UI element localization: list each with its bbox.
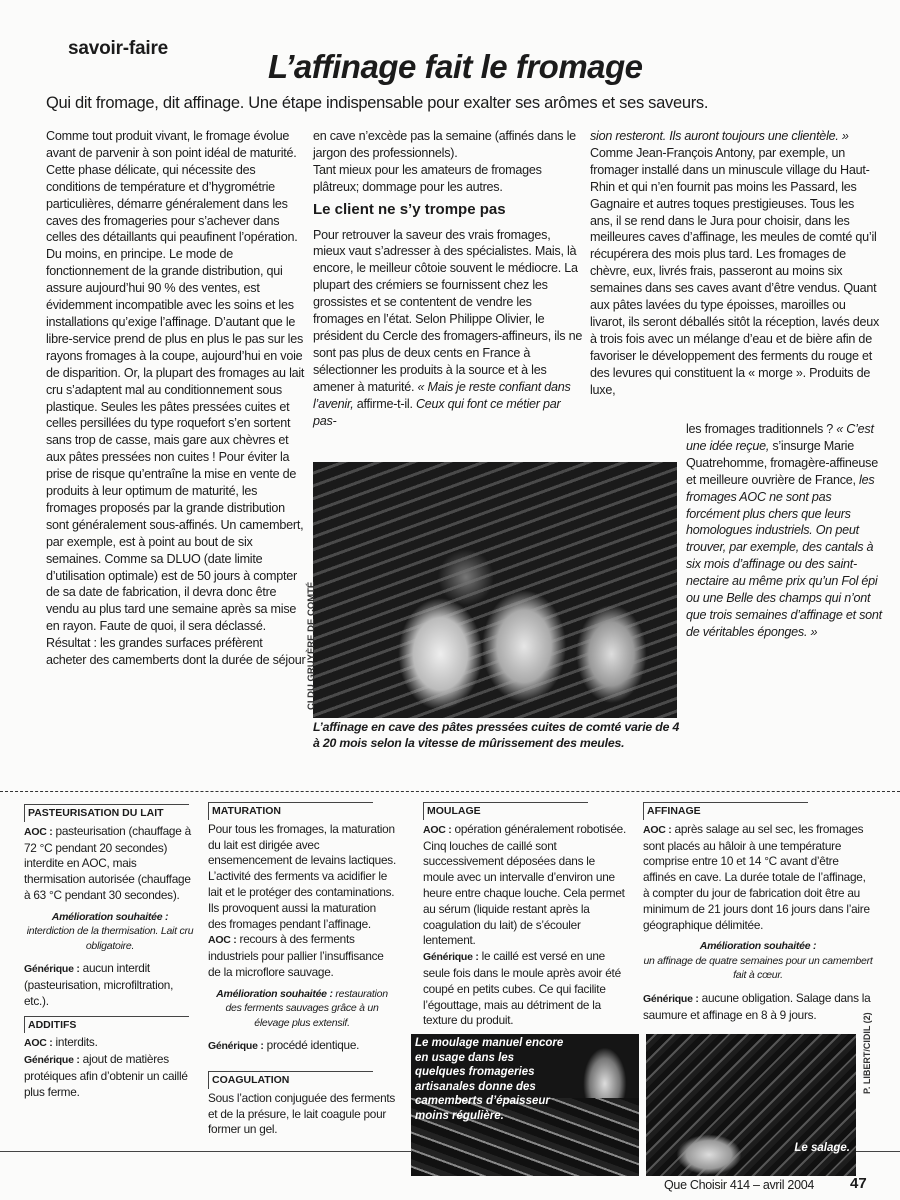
article-column-1 [46,128,306,669]
generic-text: le caillé est versé en une seule fois dans le moule après avoir été coupé en petits cubes. Ce qui facilite l’égouttage, mais au détriment de la texture du produit. [423,949,621,1028]
photo-credit [860,1012,874,1094]
improvement-note [643,939,873,983]
paragraph-text: affirme-t-il. [353,396,416,411]
generic-label: Générique : [423,951,479,964]
aoc-rule [24,1035,196,1052]
generic-rule [24,1052,196,1100]
photo-salting [646,1034,856,1176]
photo-credit-text: P. LIBERT/CIDIL (2) [862,1012,872,1094]
paragraph: Comme tout produit vivant, le fromage évolue avant de parvenir à son point idéal de maturité. Cette phase délicate, qui nécessite des conditions de température et d’hygrométrie particulières, démarre généralement dans les caves des fromageries pour s’achever dans celles des détaillants qui peaufinent l’opération. Du moins, en principe. Le mode de fonctionnement de la grande distribution, qui assure aujourd’hui 90 % des ventes, est évidemment incompatible avec les soins et les installations qu’exige l’affinage. D’autant que le libre-service prend de plus en plus le pas sur les rayons fromages à la coupe, aujourd’hui en voie de disparition. Or, la plupart des fromages au lait cru s’adaptent mal au conditionnement sous plastique. Seules les pâtes pressées cuites et celles persillées du type roquefort s’en sortent sans trop de casse, mais gare aux chèvres et aux pâtes pressées non cuites ! Pour éviter la prise de risque qu’entraîne la mise en vente de produits à leur optimum de maturité, les fromages proposés par la grande distribution sont généralement sous-affinés. Un camembert, par exemple, est à point au bout de six semaines. Comme sa DLUO (date limite d’utilisation optimale) est de 50 jours à compter de sa date de fabrication, il devra donc être vendu au plus tard une semaine après sa mise en rayon. Faute de quoi, il sera déclassé. Résultat : les grandes surfaces préfèrent acheter des camemberts dont la durée de séjour [46,129,306,668]
paragraph-text: s’insurge Marie Quatrehomme, fromagère-affineuse et meilleure ouvrière de France, [686,438,878,487]
generic-text: procédé identique. [263,1038,360,1053]
generic-label: Générique : [643,992,699,1005]
paragraph [590,128,880,399]
subheading: Le client ne s’y trompe pas [313,200,506,218]
photo-caption: L’affinage en cave des pâtes pressées cuites de comté varie de 4 à 20 mois selon la vitesse de mûrissement des meules. [313,720,680,750]
box-heading: MOULAGE [423,802,588,820]
photo-credit [305,581,319,710]
box-maturation [208,802,396,1138]
box-heading: AFFINAGE [643,802,808,820]
improvement-note [208,987,396,1031]
generic-label: Générique : [208,1040,264,1053]
box-heading: MATURATION [208,802,373,820]
quote: « C’est une idée reçue, [686,422,874,453]
aoc-rule [423,822,628,949]
box-affinage [643,802,873,1023]
improvement-note [24,910,196,954]
note-label: Amélioration souhaitée : [216,987,333,1000]
generic-text: ajout de matières protéiques afin d’obtenir un caillé plus ferme. [24,1052,188,1099]
quote: les fromages AOC ne sont pas forcément plus chers que leurs homologues industriels. On peut trouver, par exemple, des cantals à six mois d’affinage ou des saint-nectaire au même prix qu’un Fol épi ou une Belle des champs qui n’ont que trois semaines d’affinage et sont de véritables éponges. » [686,472,882,639]
article-lead: Qui dit fromage, dit affinage. Une étape indispensable pour exalter ses arômes et ses saveurs. [46,94,709,112]
photo-credit-text: CI DU GRUYÈRE DE COMTÉ [306,581,317,710]
section-rubric: savoir-faire [68,38,169,59]
aoc-text: recours à des ferments industriels pour pallier l’insuffisance de la microflore sauvage. [208,932,384,979]
aoc-rule [24,824,196,904]
generic-text: aucun interdit (pasteurisation, microfiltration, etc.). [24,961,174,1008]
aoc-rule [643,822,873,934]
note-label: Amélioration souhaitée : [51,910,169,923]
paragraph [313,227,583,430]
aoc-text: interdits. [52,1035,98,1050]
note-text: un affinage de quatre semaines pour un camembert fait à cœur. [643,954,873,982]
aoc-text: pasteurisation (chauffage à 72 °C pendant 20 secondes) interdite en AOC, mais thermisation autorisée (chauffage à 63 °C pendant 30 secondes). [24,823,191,902]
quote: Ceux qui font ce métier par pas- [313,396,561,428]
note-label: Amélioration souhaitée : [699,940,817,953]
aoc-label: AOC : [208,934,237,947]
box-text: Sous l’action conjuguée des ferments et de la présure, le lait coagule pour former un gel. [208,1090,396,1137]
photo-caption: Le salage. [794,1142,850,1154]
generic-label: Générique : [24,963,80,976]
generic-rule [423,949,628,1029]
footer-magazine: Que Choisir 414 – avril 2004 [664,1178,815,1192]
aoc-label: AOC : [24,825,53,838]
paragraph [686,421,886,641]
page-number: 47 [850,1175,867,1192]
paragraph-text: Pour retrouver la saveur des vrais fromages, mieux vaut s’adresser à des spécialistes. Mais, là encore, le meilleur côtoie souvent le médiocre. La plupart des crémiers se fournissent chez les grossistes et se contentent de vendre les fromages en l’état. Selon Philippe Olivier, le président du Cercle des fromagers-affineurs, ils ne sont pas plus de deux cents en France à sélectionner les produits à la source et à les amener à maturité. [313,227,583,394]
generic-rule [643,991,873,1024]
aoc-text: opération généralement robotisée. Cinq louches de caillé sont successivement déposées dans le moule avec un intervalle d’environ une heure entre chaque louche. Cela permet au sérum (liquide restant après la coagulation du lait) de s’écouler lentement. [423,821,626,948]
photo-caption: Le moulage manuel encore en usage dans les quelques fromageries artisanales donne des camemberts d’épaisseur moins régulière. [415,1037,564,1122]
box-pasteurisation [24,804,196,1101]
dashed-divider [0,791,900,792]
quote: « Mais je reste confiant dans l’avenir, [313,379,571,411]
paragraph-text: les fromages traditionnels ? [686,422,837,436]
generic-rule [208,1038,396,1055]
aoc-label: AOC : [423,823,452,836]
bottom-rule [856,1151,900,1152]
note-text: interdiction de la thermisation. Lait cru obligatoire. [26,925,194,952]
aoc-text: après salage au sel sec, les fromages sont placés au hâloir à une température comprise entre 10 et 14 °C avant d’être affinés en cave. La durée totale de l’affinage, à compter du jour de fabrication doit être au minimum de 21 jours dont 16 jours dans l’aire géographique délimitée. [643,821,870,932]
paragraph: en cave n’excède pas la semaine (affinés dans le jargon des professionnels). [313,129,576,160]
box-heading: ADDITIFS [24,1016,189,1034]
aoc-label: AOC : [643,823,672,836]
bottom-rule [0,1151,412,1152]
article-column-3-wrap [686,421,886,641]
article-title: L’affinage fait le fromage [268,48,643,85]
article-column-2 [313,128,583,429]
note-text: restauration des ferments sauvages grâce à un élevage plus extensif. [225,987,388,1029]
article-column-3 [590,128,880,399]
generic-text: aucune obligation. Salage dans la saumure et affinage en 8 à 9 jours. [643,990,871,1022]
generic-label: Générique : [24,1054,80,1067]
generic-rule [24,961,196,1009]
paragraph: Tant mieux pour les amateurs de fromages plâtreux; dommage pour les autres. [313,162,542,194]
aoc-label: AOC : [24,1037,53,1050]
aoc-rule [208,932,396,980]
box-heading: PASTEURISATION DU LAIT [24,804,189,822]
photo-cheese-cellar [313,462,677,718]
photo-manual-molding [411,1034,639,1176]
box-moulage [423,802,628,1029]
paragraph-text: Comme Jean-François Antony, par exemple, un fromager installé dans un minuscule village du Haut-Rhin et qui n’en fournit pas moins les Passard, les Gagnaire et autres toques prestigieuses. Tous les ans, il se rend dans le Jura pour choisir, dans les meilleures caves d’affinage, les meules de comté qu’il récupérera des mois plus tard. Les fromages de chèvre, eux, livrés frais, passeront au moins six semaines dans ses caves avant d’être vendus. Quant aux pâtes lavées du type époisses, maroilles ou livarot, ils seront déballés sitôt la réception, lavés deux à trois fois avec un mélange d’eau et de bière afin de favoriser le développement des ferments du rouge et des levures qui constituent la « morge ». Produits de luxe, [590,145,880,397]
box-heading: COAGULATION [208,1071,373,1089]
box-text: Pour tous les fromages, la maturation du lait est dirigée avec ensemencement de levains lactiques. L’activité des ferments va acidifier le lait et le protéger des contaminations. Ils provoquent aussi la maturation des fromages pendant l’affinage. [208,821,396,931]
quote: sion resteront. Ils auront toujours une clientèle. » [590,129,849,143]
